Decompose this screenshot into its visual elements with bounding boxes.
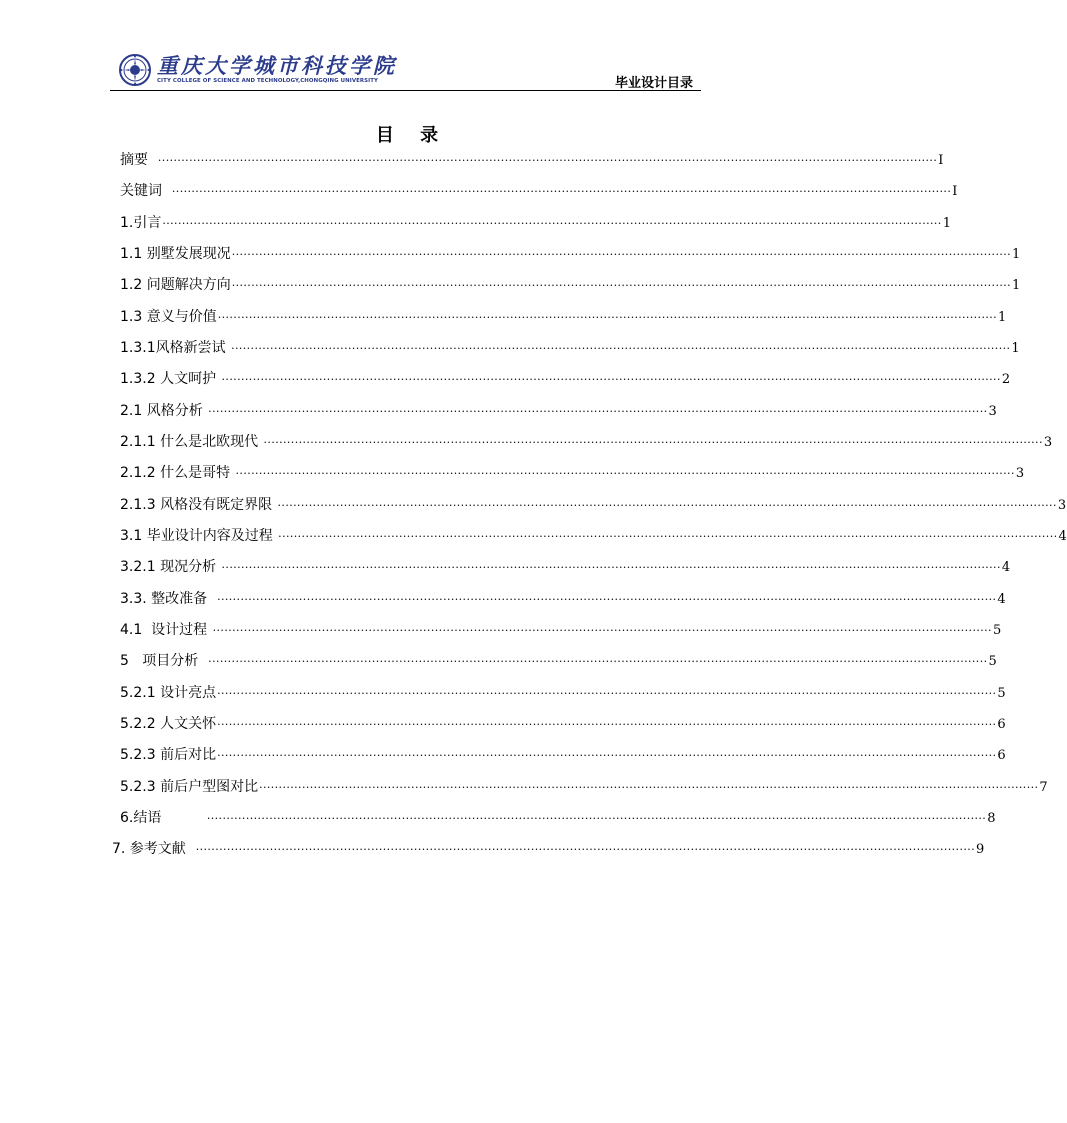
toc-dot-leader: ········································································································································································································ (231, 341, 1011, 355)
toc-entry-page-number: 1 (1011, 340, 1020, 356)
toc-dot-leader: ········································································································································································································ (278, 529, 1058, 543)
toc-entry-label: 2.1.2 什么是哥特 (120, 465, 235, 482)
toc-entry-label: 4.1 设计过程 (120, 621, 212, 638)
toc-dot-leader: ········································································································································································································ (259, 780, 1039, 794)
toc-dot-leader: ········································································································································································································ (263, 435, 1043, 449)
toc-dot-leader: ········································································································································································································ (171, 185, 952, 199)
toc-entry-page-number: 3 (1015, 466, 1025, 482)
toc-entry[interactable] (120, 808, 996, 828)
toc-entry[interactable] (120, 714, 1006, 734)
toc-entry-label: 1.引言 (120, 214, 162, 231)
toc-entry-page-number: 1 (1012, 278, 1021, 294)
toc-entry[interactable] (120, 150, 944, 170)
toc-entry-page-number: 4 (997, 591, 1006, 607)
toc-dot-leader: ········································································································································································································ (231, 279, 1012, 293)
university-seal-icon (119, 54, 151, 86)
toc-entry[interactable] (120, 432, 1053, 452)
toc-entry[interactable] (120, 683, 1006, 703)
toc-entry-label: 1.3 意义与价值 (120, 308, 217, 325)
toc-dot-leader: ········································································································································································································ (221, 373, 1001, 387)
toc-entry-page-number: 1 (998, 309, 1007, 325)
toc-entry[interactable] (120, 244, 1021, 264)
toc-entry-label: 2.1.1 什么是北欧现代 (120, 433, 263, 450)
toc-entry-label: 关键词 (120, 183, 171, 200)
toc-entry-page-number: 7 (1039, 779, 1048, 795)
toc-entry-label: 5.2.2 人文关怀 (120, 715, 217, 732)
toc-entry[interactable] (120, 181, 958, 201)
toc-entry-label: 5.2.1 设计亮点 (120, 684, 217, 701)
toc-entry-label: 2.1.3 风格没有既定界限 (120, 496, 277, 513)
toc-entry-page-number: 5 (997, 685, 1006, 701)
toc-entry-page-number: 9 (976, 842, 985, 858)
toc-entry-label: 6.结语 (120, 809, 206, 826)
toc-entry-label: 2.1 风格分析 (120, 402, 208, 419)
page-header (0, 0, 794, 100)
toc-entry[interactable] (120, 463, 1025, 483)
toc-entry-label: 摘要 (120, 152, 157, 168)
toc-entry-page-number: 4 (1001, 560, 1011, 576)
toc-entry[interactable] (120, 338, 1020, 358)
page-title: 目 录 (375, 125, 449, 146)
toc-dot-leader: ········································································································································································································ (217, 686, 997, 700)
toc-entry-label: 1.1 别墅发展现况 (120, 245, 231, 262)
toc-entry[interactable] (120, 307, 1007, 327)
toc-entry-page-number: 1 (1012, 246, 1021, 262)
toc-dot-leader: ········································································································································································································ (231, 247, 1012, 261)
toc-dot-leader: ········································································································································································································ (221, 561, 1001, 575)
toc-entry[interactable] (120, 620, 1002, 640)
toc-entry-page-number: I (952, 184, 958, 200)
toc-entry-page-number: 3 (1043, 434, 1053, 450)
toc-entry[interactable] (120, 745, 1006, 765)
toc-dot-leader: ········································································································································································································ (217, 592, 997, 606)
school-name-english: CITY COLLEGE OF SCIENCE AND TECHNOLOGY,CHONGQING UNIVERSITY (157, 78, 378, 84)
toc-entry[interactable] (120, 589, 1006, 609)
toc-entry-page-number: 3 (988, 403, 997, 419)
toc-entry[interactable] (120, 526, 1067, 546)
toc-entry-page-number: I (938, 153, 944, 168)
toc-entry[interactable] (120, 557, 1011, 577)
toc-entry[interactable] (120, 495, 1067, 515)
toc-dot-leader: ········································································································································································································ (277, 498, 1057, 512)
toc-entry-label: 7. 参考文献 (112, 841, 195, 858)
header-section-title: 毕业设计目录 (614, 76, 693, 91)
school-name-logo: 重庆大学城市科技学院 (157, 53, 397, 78)
toc-dot-leader: ········································································································································································································ (195, 843, 976, 857)
toc-entry[interactable] (112, 839, 985, 859)
toc-dot-leader: ········································································································································································································ (217, 749, 997, 763)
toc-entry-page-number: 6 (997, 716, 1006, 732)
toc-entry-label: 1.3.2 人文呵护 (120, 371, 221, 388)
toc-entry[interactable] (120, 777, 1048, 797)
toc-dot-leader: ········································································································································································································ (235, 467, 1015, 481)
toc-entry-label: 3.2.1 现况分析 (120, 559, 221, 576)
toc-entry-label: 5.2.3 前后户型图对比 (120, 778, 259, 795)
toc-entry-page-number: 6 (997, 748, 1006, 764)
toc-entry-page-number: 5 (992, 622, 1002, 638)
toc-dot-leader: ········································································································································································································ (206, 811, 987, 825)
toc-entry-page-number: 4 (1058, 528, 1067, 544)
toc-dot-leader: ········································································································································································································ (217, 717, 997, 731)
toc-dot-leader: ········································································································································································································ (208, 404, 988, 418)
toc-entry-label: 3.3. 整改准备 (120, 590, 217, 607)
toc-entry-label: 5 项目分析 (120, 653, 208, 670)
toc-dot-leader: ········································································································································································································ (217, 310, 998, 324)
toc-entry-label: 1.2 问题解决方向 (120, 277, 231, 294)
toc-dot-leader: ········································································································································································································ (157, 154, 938, 167)
toc-dot-leader: ········································································································································································································ (212, 623, 992, 637)
toc-entry-label: 1.3.1风格新尝试 (120, 339, 231, 356)
toc-entry[interactable] (120, 401, 997, 421)
toc-entry-label: 3.1 毕业设计内容及过程 (120, 527, 278, 544)
header-divider (110, 90, 701, 91)
toc-entry[interactable] (120, 275, 1021, 295)
toc-entry-page-number: 5 (988, 654, 997, 670)
toc-entry[interactable] (120, 213, 951, 233)
toc-dot-leader: ········································································································································································································ (162, 216, 942, 230)
toc-entry-page-number: 8 (987, 810, 996, 826)
toc-entry[interactable] (120, 369, 1011, 389)
toc-entry[interactable] (120, 651, 997, 671)
toc-entry-page-number: 2 (1001, 372, 1011, 388)
toc-dot-leader: ········································································································································································································ (208, 655, 988, 669)
toc-entry-label: 5.2.3 前后对比 (120, 747, 217, 764)
toc-entry-page-number: 3 (1057, 497, 1067, 513)
toc-entry-page-number: 1 (942, 215, 951, 231)
